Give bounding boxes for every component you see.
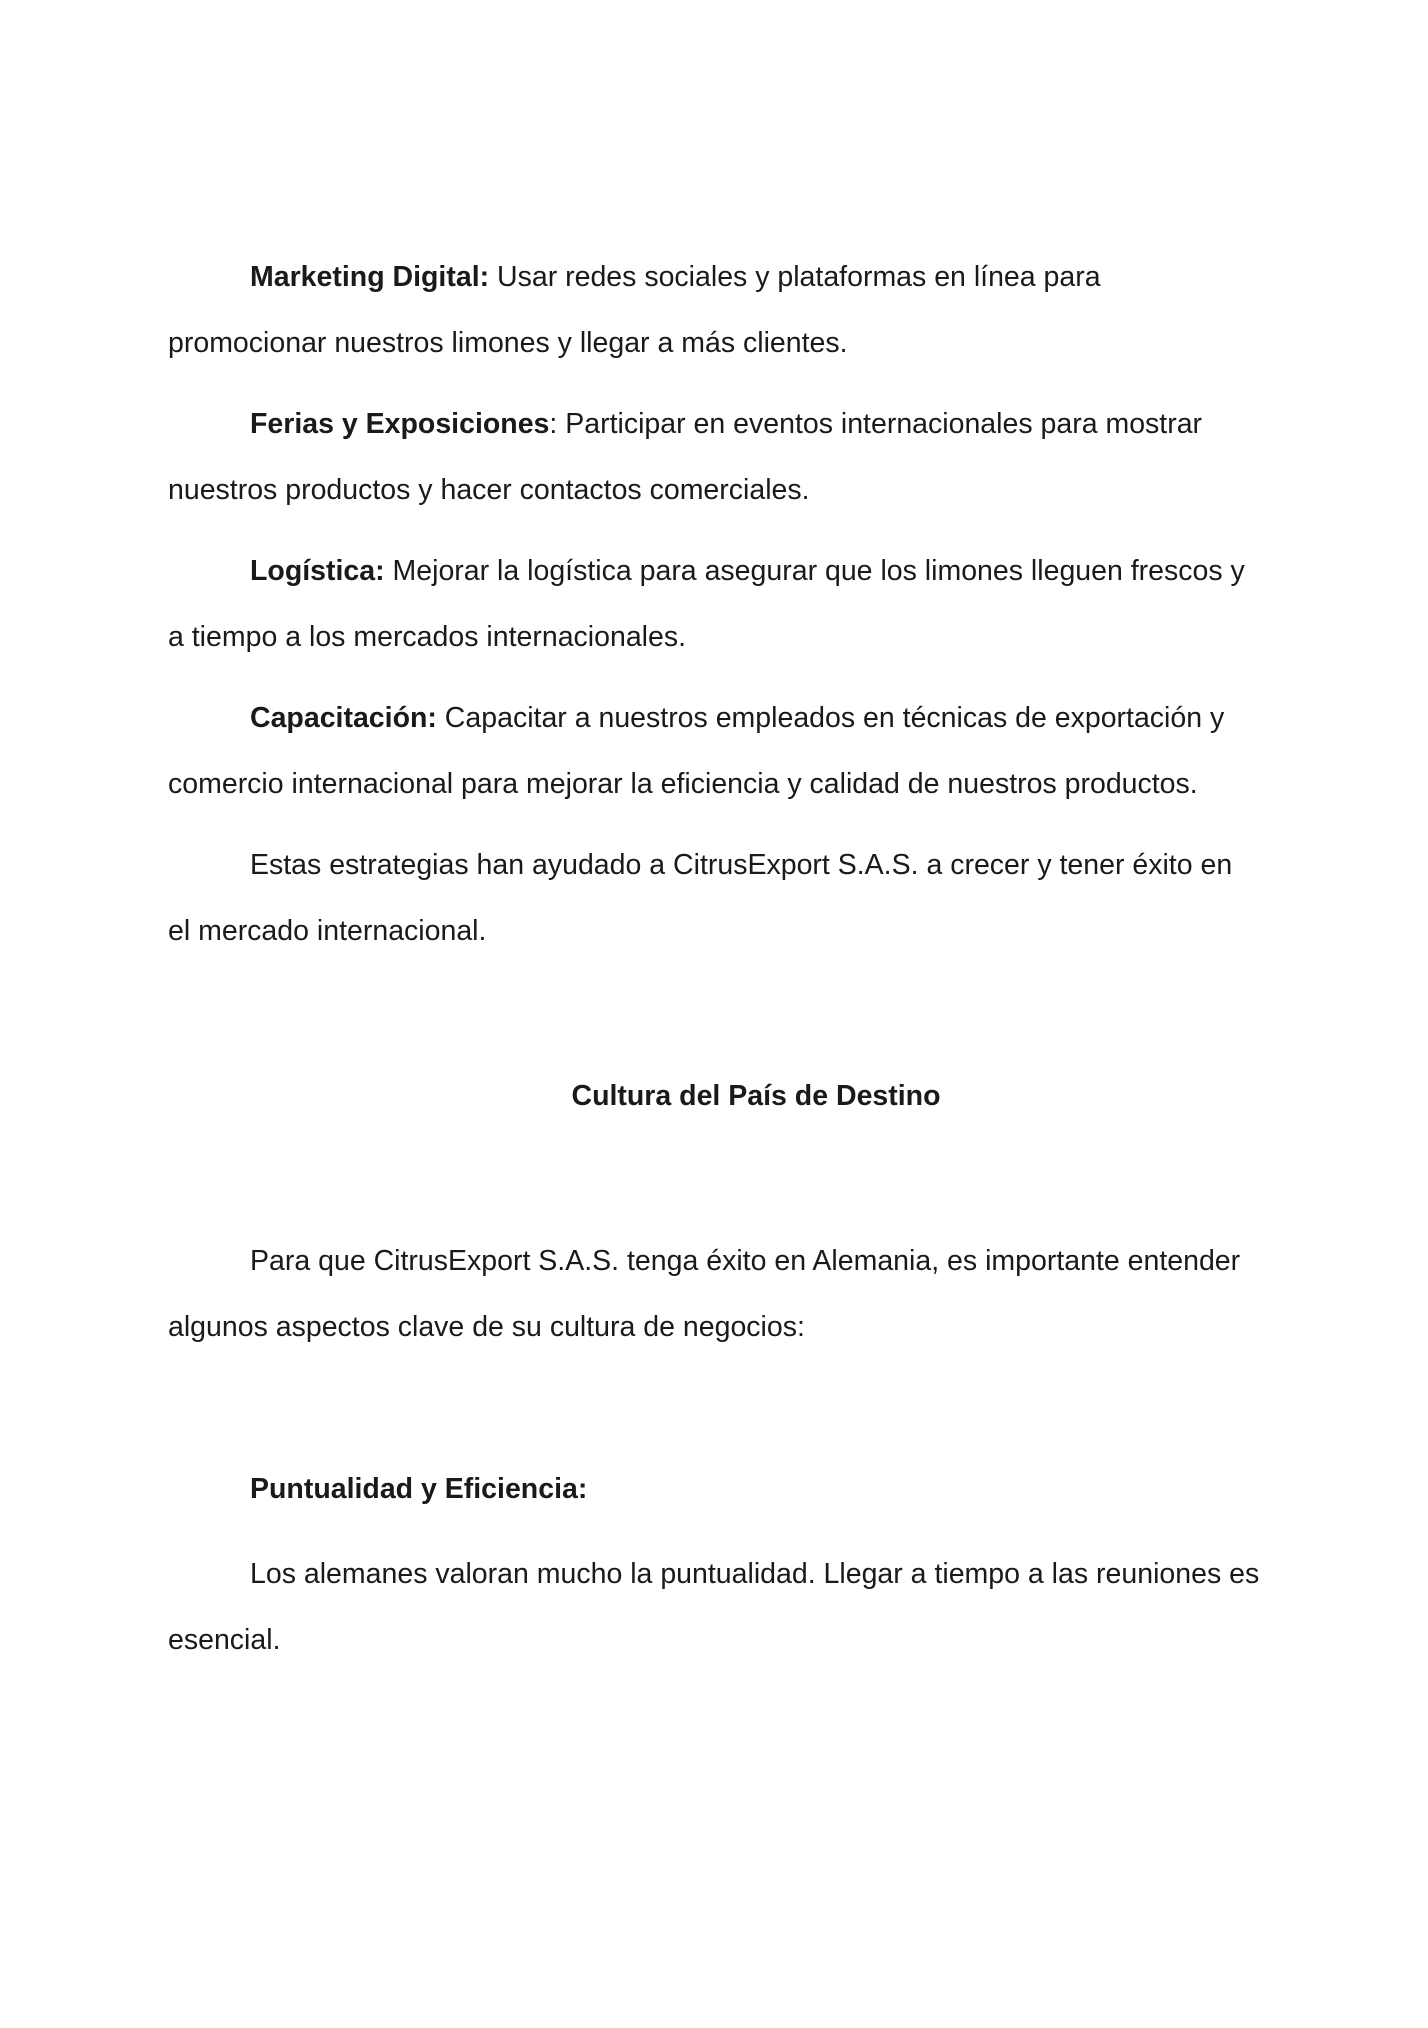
paragraph-text: : Participar en eventos internacionales para mostrar nuestros productos y hacer contactos comerciales. <box>168 408 1203 506</box>
paragraph-logistica <box>168 538 1260 670</box>
paragraph-label: Logística: <box>250 555 385 587</box>
paragraph-puntualidad <box>168 1541 1260 1673</box>
paragraph-ferias-exposiciones <box>168 391 1260 523</box>
paragraph-text: Usar redes sociales y plataformas en línea para promocionar nuestros limones y llegar a más clientes. <box>168 261 1101 359</box>
section-title: Cultura del País de Destino <box>571 1080 941 1112</box>
paragraph-label: Marketing Digital: <box>250 261 490 293</box>
paragraph-label: Capacitación: <box>250 702 437 734</box>
paragraph-text: Los alemanes valoran mucho la puntualidad. Llegar a tiempo a las reuniones es esencial. <box>168 1558 1260 1656</box>
paragraph-text: Mejorar la logística para asegurar que los limones lleguen frescos y a tiempo a los mercados internacionales. <box>168 555 1245 653</box>
paragraph-text: Capacitar a nuestros empleados en técnicas de exportación y comercio internacional para mejorar la eficiencia y calidad de nuestros productos. <box>168 702 1225 800</box>
section-intro <box>168 1228 1260 1360</box>
paragraph-text: Estas estrategias han ayudado a CitrusExport S.A.S. a crecer y tener éxito en el mercado internacional. <box>168 849 1233 947</box>
paragraph-text: Para que CitrusExport S.A.S. tenga éxito en Alemania, es importante entender algunos aspectos clave de su cultura de negocios: <box>168 1245 1241 1343</box>
paragraph-conclusion <box>168 832 1260 964</box>
paragraph-capacitacion <box>168 685 1260 817</box>
paragraph-marketing-digital <box>168 244 1260 376</box>
paragraph-label: Ferias y Exposiciones <box>250 408 550 440</box>
subheading-puntualidad: Puntualidad y Eficiencia: <box>250 1473 588 1505</box>
